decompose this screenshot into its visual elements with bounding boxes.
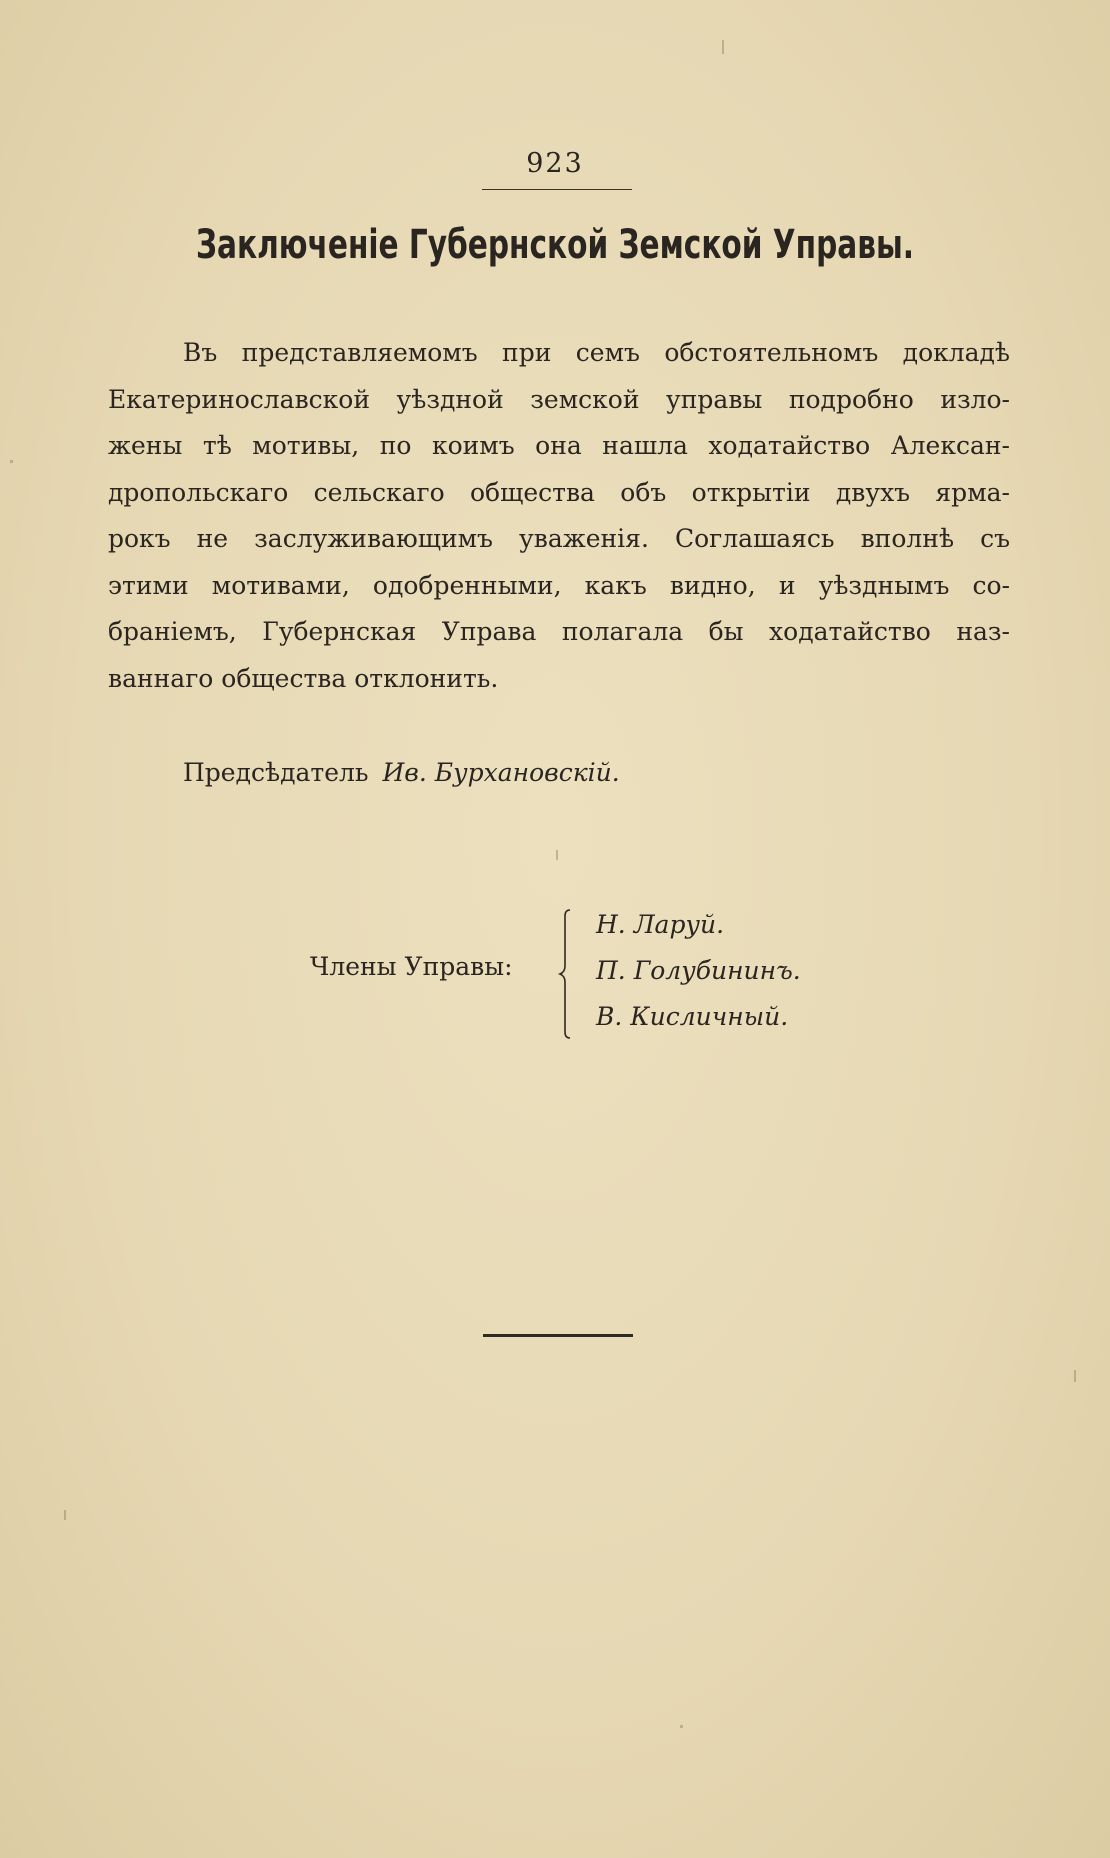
body-line: дропольскаго сельскаго общества объ открытiи двухъ ярма- <box>108 477 1010 507</box>
member-name: В. Кисличный. <box>596 1002 789 1031</box>
body-line: жены тѣ мотивы, по коимъ она нашла ходатайство Алексан- <box>108 431 1010 460</box>
paper-speck <box>722 40 724 54</box>
member-name: Н. Ларуй. <box>596 910 725 939</box>
body-line: этими мотивами, одобренными, какъ видно, и уѣзднымъ со- <box>108 570 1010 600</box>
chairman-signature <box>183 758 620 787</box>
body-paragraph <box>108 330 1010 702</box>
paper-speck <box>556 850 558 860</box>
body-line: ваннаго общества отклонить. <box>108 663 499 693</box>
chairman-label: Предсѣдатель <box>183 758 369 787</box>
page-number-rule <box>482 189 632 190</box>
section-title: Заключенiе Губернской Земской Управы. <box>196 222 914 268</box>
body-line: рокъ не заслуживающимъ уваженiя. Соглашаясь вполнѣ съ <box>108 524 1010 553</box>
body-line: Екатеринославской уѣздной земской управы подробно изло- <box>108 384 1010 414</box>
paper-speck <box>64 1510 66 1520</box>
body-line: Въ представляемомъ при семъ обстоятельномъ докладѣ <box>183 338 1010 367</box>
body-line: бранiемъ, Губернская Управа полагала бы ходатайство наз- <box>108 617 1010 646</box>
members-brace <box>556 908 574 1040</box>
page-number: 923 <box>526 148 584 179</box>
chairman-name: Ив. Бурхановскiй. <box>382 758 620 787</box>
members-label: Члены Управы: <box>310 952 513 981</box>
paper-speck <box>680 1725 683 1728</box>
end-rule <box>483 1334 633 1337</box>
paper-speck <box>1074 1370 1076 1382</box>
paper-speck <box>10 460 13 463</box>
member-name: П. Голубининъ. <box>596 956 801 985</box>
